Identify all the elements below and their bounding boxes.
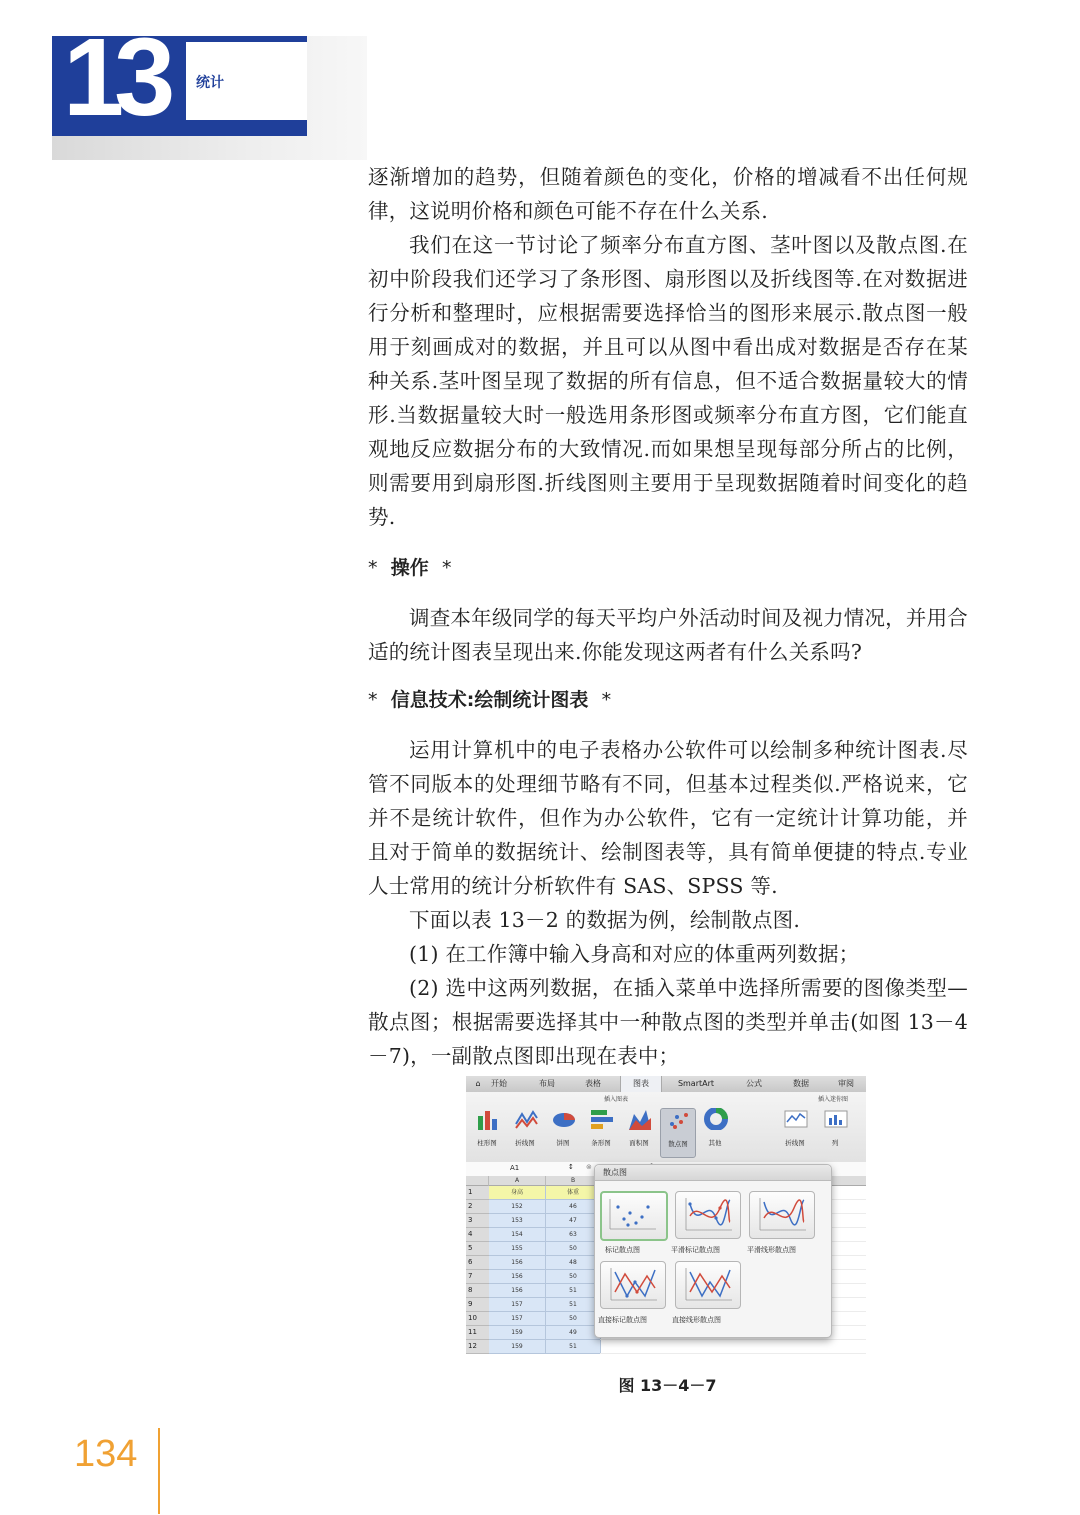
bar-chart-icon [590,1108,614,1130]
option-label: 平滑标记散点图 [671,1246,720,1254]
tab-data[interactable]: 数据 [793,1079,809,1088]
button-label: 饼图 [556,1139,570,1147]
row-header[interactable]: 2 [466,1200,490,1214]
tab-smartart[interactable]: SmartArt [677,1079,715,1088]
cell-a[interactable]: 159 [489,1326,546,1340]
menu-title: 散点图 [595,1165,831,1181]
option-label: 平滑线形散点图 [747,1246,796,1254]
section-heading-text: 操作 [390,557,429,579]
row-header[interactable]: 5 [466,1242,490,1256]
tab-review[interactable]: 审阅 [838,1079,854,1088]
button-label: 柱形图 [477,1139,497,1147]
column-header-a[interactable]: A [489,1176,546,1186]
cell-a[interactable]: 156 [489,1256,546,1270]
scatter-chart-icon [667,1109,691,1131]
sparkline-column-icon [824,1108,848,1130]
select-all-corner[interactable] [466,1176,489,1186]
ribbon-tabs [466,1076,866,1093]
cell-a[interactable]: 153 [489,1214,546,1228]
cell-b[interactable]: 48 [546,1256,601,1270]
option-smooth-marker-scatter[interactable] [675,1191,741,1239]
tab-charts[interactable]: 图表 [620,1076,662,1092]
star-marker: * [368,557,378,579]
paragraph-continued: 逐渐增加的趋势，但随着颜色的变化，价格的增减看不出任何规律，这说明价格和颜色可能不存在什么关系. [368,165,968,223]
section-heading-it [368,683,968,717]
column-chart-icon [476,1108,500,1130]
stepper-icon[interactable]: ↕ [568,1163,574,1171]
excel-screenshot [466,1076,866,1354]
area-chart-button[interactable] [622,1108,656,1156]
paragraph-activity: 调查本年级同学的每天平均户外活动时间及视力情况，并用合适的统计图表呈现出来.你能发现这两者有什么关系吗? [368,606,968,664]
other-chart-button[interactable] [698,1108,732,1156]
cell-a[interactable]: 155 [489,1242,546,1256]
star-marker: * [601,689,612,711]
row-header[interactable]: 1 [466,1186,490,1200]
option-label: 标记散点图 [605,1246,640,1254]
smooth-marker-scatter-icon [676,1192,740,1238]
button-label: 列 [831,1139,839,1147]
tab-home[interactable]: 开始 [491,1079,507,1088]
row-header[interactable]: 4 [466,1228,490,1242]
cell-a[interactable]: 154 [489,1228,546,1242]
cell-a[interactable]: 身高 [489,1186,546,1200]
cell-a[interactable]: 157 [489,1298,546,1312]
bar-chart-button[interactable] [584,1108,618,1156]
grid-line [600,1353,866,1354]
straight-line-scatter-icon [676,1262,740,1308]
cell-a[interactable]: 157 [489,1312,546,1326]
sparkline-line-icon [784,1108,808,1130]
cell-b[interactable]: 50 [546,1312,601,1326]
area-chart-icon [628,1108,652,1130]
chapter-header [0,0,1080,170]
paragraph-step-1: (1) 在工作簿中输入身高和对应的体重两列数据； [409,942,860,966]
row-header[interactable]: 6 [466,1256,490,1270]
cell-a[interactable]: 159 [489,1340,546,1354]
cell-b[interactable]: 47 [546,1214,601,1228]
cell-b[interactable]: 50 [546,1270,601,1284]
cell-a[interactable]: 156 [489,1270,546,1284]
row-header[interactable]: 9 [466,1298,490,1312]
star-marker: * [368,689,378,711]
option-label: 直接线形散点图 [672,1316,721,1324]
star-marker: * [441,557,452,579]
sparkline-column-button[interactable] [818,1108,852,1156]
pie-chart-button[interactable] [546,1108,580,1156]
grid-line [600,1339,866,1340]
tab-tables[interactable]: 表格 [585,1079,601,1088]
row-header[interactable]: 3 [466,1214,490,1228]
button-label: 散点图 [668,1140,688,1148]
paragraph-chart-summary: 我们在这一节讨论了频率分布直方图、茎叶图以及散点图.在初中阶段我们还学习了条形图、扇形图以及折线图等.在对数据进行分析和整理时，应根据需要选择恰当的图形来展示.散点图一般用于刻画成对的数据，并且可以从图中看出成对数据是否存在某种关系.茎叶图呈现了数据的所有信息，但不适合数据量较大的情形.当数据量较大时一般选用条形图或频率分布直方图，它们能直观地反应数据分布的大致情况.而如果想呈现每部分所占的比例，则需要用到扇形图.折线图则主要用于呈现数据随着时间变化的趋势. [368,233,968,529]
home-icon[interactable]: ⌂ [475,1079,481,1088]
cancel-icon[interactable]: ⊗ [586,1163,592,1171]
button-label: 折线图 [515,1139,535,1147]
button-label: 折线图 [785,1139,805,1147]
page-content [368,160,968,1073]
option-straight-line-scatter[interactable] [675,1261,741,1309]
row-header[interactable]: 7 [466,1270,490,1284]
group-label-insert-sparkline: 插入迷你图 [818,1096,849,1103]
cell-b[interactable]: 51 [546,1340,601,1354]
footer-rule [158,1428,160,1514]
smooth-line-scatter-icon [750,1192,814,1238]
button-label: 条形图 [591,1139,611,1147]
row-header[interactable]: 12 [466,1340,490,1354]
marker-scatter-icon [602,1193,662,1235]
tab-layout[interactable]: 布局 [539,1079,555,1088]
cell-b[interactable]: 51 [546,1298,601,1312]
cell-b[interactable]: 49 [546,1326,601,1340]
option-straight-marker-scatter[interactable] [600,1261,666,1309]
cell-a[interactable]: 156 [489,1284,546,1298]
scatter-chart-button[interactable] [660,1108,696,1158]
row-header[interactable]: 11 [466,1326,490,1340]
ribbon-body [466,1092,866,1163]
column-header-b[interactable]: B [546,1176,601,1186]
line-chart-button[interactable] [508,1108,542,1156]
chapter-title: 统计 [196,75,224,91]
scatter-chart-menu [594,1164,832,1338]
paragraph-step-2: (2) 选中这两列数据，在插入菜单中选择所需要的图像类型—散点图；根据需要选择其中一种散点图的类型并单击(如图 13－4－7)，一副散点图即出现在表中； [368,976,968,1068]
paragraph-software: 运用计算机中的电子表格办公软件可以绘制多种统计图表.尽管不同版本的处理细节略有不同，但基本过程类似.严格说来，它并不是统计软件，但作为办公软件，它有一定统计计算功能，并且对于简单的数据统计、绘制图表等，具有简单便捷的特点.专业人士常用的统计分析软件有 SAS、SPSS 等. [368,738,968,898]
name-box[interactable]: A1 [510,1164,520,1172]
cell-b[interactable]: 51 [546,1284,601,1298]
cell-b[interactable]: 50 [546,1242,601,1256]
button-label: 其他 [708,1139,722,1147]
sparkline-line-button[interactable] [778,1108,812,1156]
group-label-insert-chart: 插入图表 [604,1096,629,1103]
paragraph-example: 下面以表 13－2 的数据为例，绘制散点图. [409,908,801,932]
row-header[interactable]: 8 [466,1284,490,1298]
cell-b[interactable]: 63 [546,1228,601,1242]
option-smooth-line-scatter[interactable] [749,1191,815,1239]
figure-caption: 图 13－4－7 [618,1376,717,1395]
row-header[interactable]: 10 [466,1312,490,1326]
column-chart-button[interactable] [470,1108,504,1156]
chapter-number: 13 [63,16,166,139]
straight-marker-scatter-icon [601,1262,665,1308]
page-number: 134 [74,1433,138,1475]
pie-chart-icon [552,1108,576,1130]
doughnut-chart-icon [704,1108,728,1130]
tab-formulas[interactable]: 公式 [746,1079,762,1088]
section-heading-text: 信息技术:绘制统计图表 [390,689,589,711]
cell-b[interactable]: 46 [546,1200,601,1214]
header-blue-underline [186,120,307,136]
cell-a[interactable]: 152 [489,1200,546,1214]
cell-b[interactable]: 体重 [546,1186,601,1200]
button-label: 面积图 [629,1139,649,1147]
option-marker-scatter[interactable] [600,1191,668,1241]
line-chart-icon [514,1108,538,1130]
option-label: 直接标记散点图 [598,1316,647,1324]
section-heading-operation [368,551,968,585]
